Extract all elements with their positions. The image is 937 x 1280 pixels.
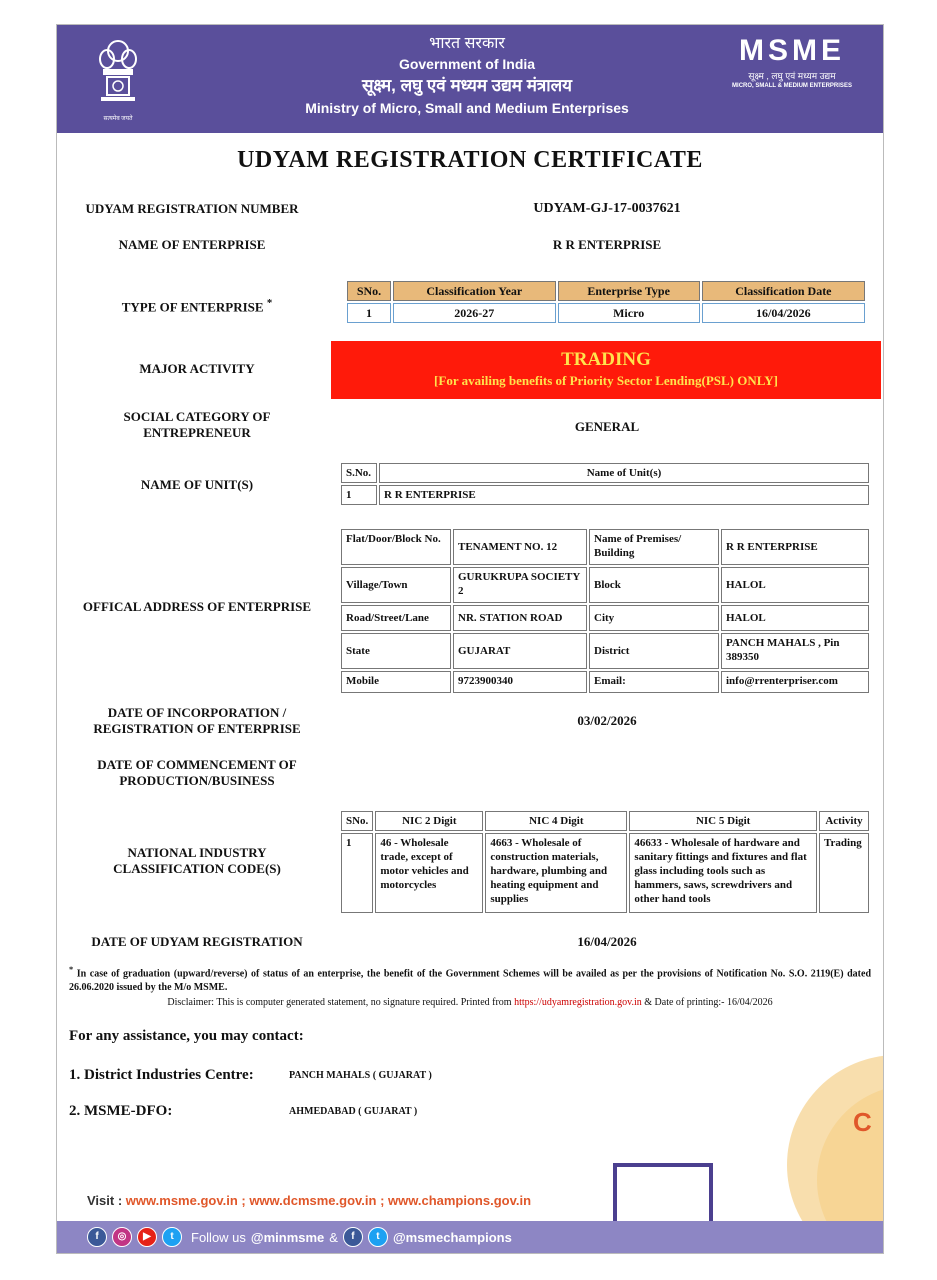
certificate-title: UDYAM REGISTRATION CERTIFICATE	[237, 147, 703, 173]
major-activity-banner	[331, 341, 881, 399]
enterprise-name-label: NAME OF ENTERPRISE	[118, 237, 266, 252]
cell-enterprise-type: Micro	[558, 303, 700, 323]
major-activity-value: TRADING	[561, 349, 651, 370]
major-activity-label: MAJOR ACTIVITY	[139, 361, 255, 376]
nic-label	[77, 845, 317, 877]
facebook-icon[interactable]: f	[87, 1227, 107, 1247]
address-value: HALOL	[721, 605, 869, 631]
footnote-text: In case of graduation (upward/reverse) of status of an enterprise, the benefit of the Government Schemes will be availed as per the provisions of Notification No. S.O. 2119(E) dated 26.06.2020 issued by the M/o MSME.	[69, 968, 872, 994]
disclaimer-after: & Date of printing:- 16/04/2026	[641, 997, 773, 1008]
cell-classification-year: 2026-27	[393, 303, 556, 323]
units-label: NAME OF UNIT(S)	[140, 477, 254, 492]
address-key: Block	[589, 567, 719, 603]
udyam-date-label: DATE OF UDYAM REGISTRATION	[91, 934, 303, 949]
nic-header-row	[341, 811, 869, 831]
nic-cell-5digit: 46633 - Wholesale of hardware and sanitary fittings and fixtures and flat glass including tools such as hammers, saws, screwdrivers and other hand tools	[629, 833, 817, 913]
social-category-label	[87, 409, 307, 441]
msme-logo-hindi: सूक्ष्म , लघु एवं मध्यम उद्यम	[748, 71, 836, 81]
disclaimer	[57, 997, 883, 1008]
udyam-portal-link[interactable]: https://udyamregistration.gov.in	[514, 997, 642, 1008]
address-value: PANCH MAHALS , Pin 389350	[721, 633, 869, 669]
address-row-mobile	[341, 671, 869, 693]
address-value: 9723900340	[453, 671, 587, 693]
social-category-value: GENERAL	[574, 419, 640, 434]
dic-label: 1. District Industries Centre:	[69, 1067, 254, 1083]
nic-col-2digit: NIC 2 Digit	[375, 811, 483, 831]
emblem-motto: सत्यमेव जयते	[103, 116, 133, 122]
address-row-state	[341, 633, 869, 669]
graduation-footnote	[69, 963, 871, 995]
units-col-sno: S.No.	[341, 463, 377, 483]
youtube-icon[interactable]: ▶	[137, 1227, 157, 1247]
visit-label: Visit :	[87, 1193, 123, 1208]
facebook-icon[interactable]: f	[343, 1227, 363, 1247]
dfo-value: AHMEDABAD ( GUJARAT )	[289, 1106, 418, 1117]
website-links[interactable]: www.msme.gov.in ; www.dcmsme.gov.in ; www.champions.gov.in	[125, 1193, 532, 1208]
commencement-label-line1: DATE OF COMMENCEMENT OF	[97, 757, 297, 772]
address-value: info@rrenterpriser.com	[721, 671, 869, 693]
footer-band	[57, 1221, 883, 1253]
dic-value: PANCH MAHALS ( GUJARAT )	[289, 1070, 432, 1081]
address-row-road	[341, 605, 869, 631]
reg-number-label: UDYAM REGISTRATION NUMBER	[85, 201, 299, 216]
incorporation-value: 03/02/2026	[577, 713, 637, 728]
col-classification-year: Classification Year	[393, 281, 556, 301]
nic-col-5digit: NIC 5 Digit	[629, 811, 817, 831]
handle-msmechampions[interactable]: @msmechampions	[392, 1229, 512, 1245]
incorporation-label-line1: DATE OF INCORPORATION /	[107, 705, 287, 720]
disclaimer-before: Disclaimer: This is computer generated statement, no signature required. Printed from	[167, 997, 515, 1008]
address-key: Mobile	[341, 671, 451, 693]
address-value: HALOL	[721, 567, 869, 603]
classification-header-row	[347, 281, 865, 301]
units-row	[341, 485, 869, 505]
major-activity-note: [For availing benefits of Priority Sector Lending(PSL) ONLY]	[434, 373, 778, 388]
certificate-page	[56, 24, 884, 1254]
nic-col-sno: SNo.	[341, 811, 373, 831]
visit-links	[87, 1193, 531, 1208]
address-row-village	[341, 567, 869, 603]
units-col-name: Name of Unit(s)	[379, 463, 869, 483]
footnote-mark: *	[69, 965, 74, 974]
incorporation-label	[67, 705, 327, 737]
cell-classification-date: 16/04/2026	[702, 303, 865, 323]
social-category-label-line2: ENTREPRENEUR	[143, 425, 251, 440]
address-value: GURUKRUPA SOCIETY 2	[453, 567, 587, 603]
enterprise-name-value: R R ENTERPRISE	[552, 237, 662, 252]
enterprise-type-label-text: TYPE OF ENTERPRISE	[121, 299, 264, 315]
classification-row	[347, 303, 865, 323]
contact-heading: For any assistance, you may contact:	[69, 1028, 304, 1044]
nic-cell-4digit: 4663 - Wholesale of construction materials, hardware, plumbing and heating equipment and supplies	[485, 833, 627, 913]
address-key: Flat/Door/Block No.	[341, 529, 451, 565]
government-of-india: Government of India	[398, 56, 536, 73]
incorporation-label-line2: REGISTRATION OF ENTERPRISE	[93, 721, 301, 736]
hindi-ministry: सूक्ष्म, लघु एवं मध्यम उद्यम मंत्रालय	[361, 76, 573, 96]
nic-col-activity: Activity	[819, 811, 869, 831]
commencement-label	[67, 757, 327, 789]
msme-logo-text: MSME	[739, 34, 845, 67]
address-key: State	[341, 633, 451, 669]
classification-table	[345, 279, 867, 325]
handle-minmsme[interactable]: @minmsme	[250, 1229, 325, 1245]
nic-cell-2digit: 46 - Wholesale trade, except of motor vehicles and motorcycles	[375, 833, 483, 913]
nic-table	[339, 809, 871, 915]
address-key: Email:	[589, 671, 719, 693]
address-key: Village/Town	[341, 567, 451, 603]
header-band	[57, 25, 883, 133]
units-cell-name: R R ENTERPRISE	[379, 485, 869, 505]
enterprise-type-label	[97, 295, 297, 315]
address-value: NR. STATION ROAD	[453, 605, 587, 631]
champions-logo-fragment: C	[853, 1107, 872, 1137]
nic-label-line2: CLASSIFICATION CODE(S)	[113, 861, 281, 876]
units-cell-sno: 1	[341, 485, 377, 505]
address-key: Road/Street/Lane	[341, 605, 451, 631]
address-value: TENAMENT NO. 12	[453, 529, 587, 565]
address-value: R R ENTERPRISE	[721, 529, 869, 565]
cell-sno: 1	[347, 303, 391, 323]
commencement-label-line2: PRODUCTION/BUSINESS	[119, 773, 275, 788]
address-row-flat	[341, 529, 869, 565]
ministry-name: Ministry of Micro, Small and Medium Enterprises	[305, 100, 629, 117]
state-emblem-icon	[93, 37, 143, 122]
address-key: Name of Premises/ Building	[589, 529, 719, 565]
col-enterprise-type: Enterprise Type	[558, 281, 700, 301]
col-classification-date: Classification Date	[702, 281, 865, 301]
address-value: GUJARAT	[453, 633, 587, 669]
reg-number-value: UDYAM-GJ-17-0037621	[533, 201, 681, 216]
instagram-icon[interactable]: ◎	[112, 1227, 132, 1247]
nic-label-line1: NATIONAL INDUSTRY	[127, 845, 267, 860]
udyam-date-value: 16/04/2026	[577, 934, 637, 949]
nic-row	[341, 833, 869, 913]
units-header-row	[341, 463, 869, 483]
units-table	[339, 461, 871, 507]
msme-logo	[727, 35, 857, 89]
dfo-label: 2. MSME-DFO:	[69, 1103, 173, 1119]
address-key: City	[589, 605, 719, 631]
follow-label: Follow us	[191, 1229, 246, 1245]
address-table	[339, 527, 871, 695]
col-sno: SNo.	[347, 281, 391, 301]
social-row	[87, 1227, 512, 1247]
nic-col-4digit: NIC 4 Digit	[485, 811, 627, 831]
twitter-icon[interactable]: t	[368, 1227, 388, 1247]
hindi-government: भारत सरकार	[429, 35, 505, 52]
nic-cell-sno: 1	[341, 833, 373, 913]
header-titles	[237, 35, 697, 116]
nic-cell-activity: Trading	[819, 833, 869, 913]
msme-logo-subtitle: MICRO, SMALL & MEDIUM ENTERPRISES	[732, 83, 852, 89]
social-category-label-line1: SOCIAL CATEGORY OF	[123, 409, 271, 424]
enterprise-type-asterisk: *	[266, 297, 273, 309]
twitter-icon[interactable]: t	[162, 1227, 182, 1247]
address-label: OFFICAL ADDRESS OF ENTERPRISE	[82, 599, 312, 614]
address-key: District	[589, 633, 719, 669]
ampersand: &	[329, 1229, 338, 1245]
